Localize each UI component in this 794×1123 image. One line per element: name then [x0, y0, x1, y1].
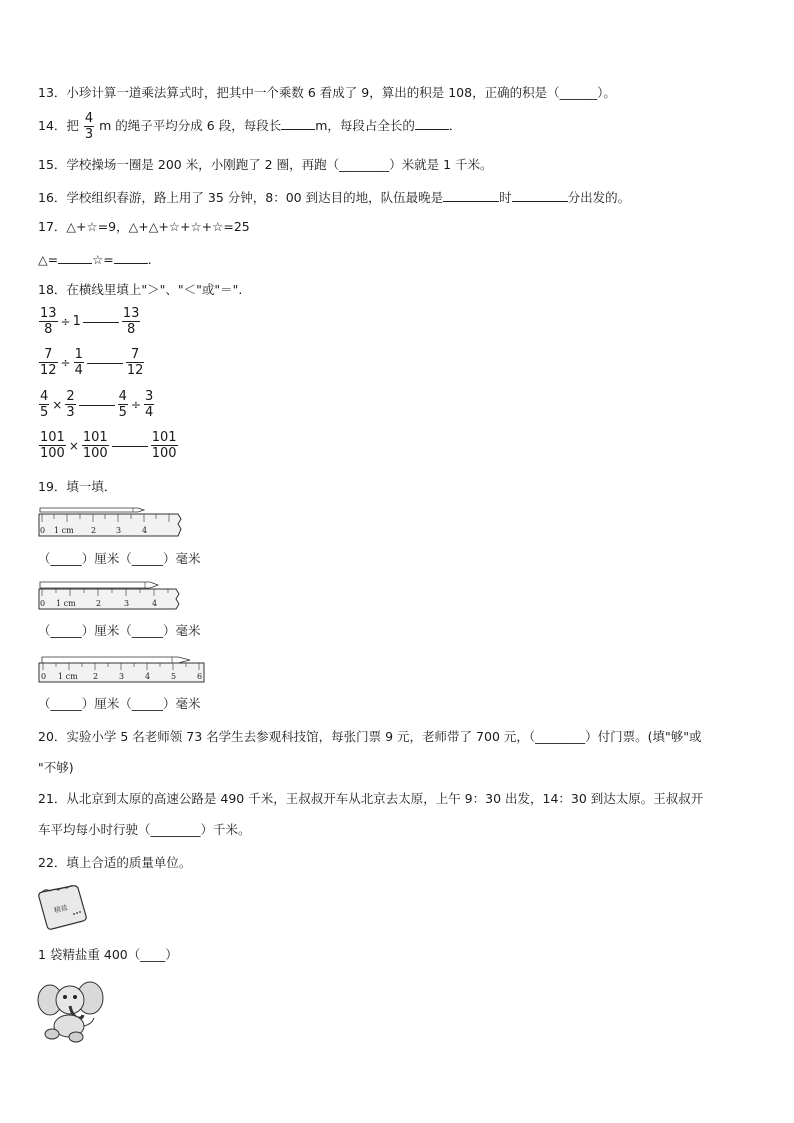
answer-blank[interactable]: ______ — [559, 85, 598, 100]
question-19-title: 19．填一填． — [38, 479, 117, 494]
question-16: 16．学校组织春游，路上用了 35 分钟，8：00 到达目的地，队伍最晚是 时 分出发的。 — [38, 190, 631, 205]
fraction: $\frac{101}{100}$ — [151, 430, 177, 461]
svg-text:精盐: 精盐 — [53, 903, 69, 915]
answer-blank[interactable]: ________ — [339, 157, 390, 172]
svg-text:1 cm: 1 cm — [58, 672, 78, 681]
question-21-cont: 车平均每小时行驶（________）千米。 — [38, 822, 251, 837]
question-14: 14．把 $\frac{4}{3}$ m 的绳子平均分成 6 段，每段长 m，每段占全长的 ． — [38, 111, 462, 142]
question-17-answers: △= ☆= . — [38, 252, 152, 267]
svg-text:4: 4 — [145, 672, 151, 681]
compare-blank[interactable] — [112, 445, 148, 447]
compare-blank[interactable] — [83, 321, 119, 323]
ruler-answer-1[interactable]: （_____）厘米（_____）毫米 — [38, 551, 201, 566]
fraction: $\frac{13}{8}$ — [122, 306, 140, 337]
question-22-title: 22．填上合适的质量单位。 — [38, 855, 192, 870]
fraction: $\frac{7}{12}$ — [126, 347, 144, 378]
svg-text:1 cm: 1 cm — [56, 599, 76, 608]
ruler-answer-2[interactable]: （_____）厘米（_____）毫米 — [38, 623, 201, 638]
question-13: 13．小珍计算一道乘法算式时，把其中一个乘数 6 看成了 9，算出的积是 108，正确的积是（______）。 — [38, 85, 616, 100]
svg-text:4: 4 — [142, 526, 148, 535]
answer-blank[interactable] — [443, 188, 499, 202]
svg-text:1 cm: 1 cm — [54, 526, 74, 535]
fraction: $\frac{7}{12}$ — [40, 347, 57, 378]
fraction: $\frac{1}{4}$ — [74, 347, 83, 378]
fraction: $\frac{4}{5}$ — [40, 389, 49, 420]
fraction: $\frac{2}{3}$ — [66, 389, 75, 420]
answer-blank[interactable] — [512, 188, 568, 202]
fraction: $\frac{4}{5}$ — [118, 389, 127, 420]
svg-text:3: 3 — [124, 599, 130, 608]
ruler-answer-3[interactable]: （_____）厘米（_____）毫米 — [38, 696, 201, 711]
svg-text:2: 2 — [93, 672, 99, 681]
answer-blank[interactable] — [415, 116, 449, 130]
ruler-pencil-figure-3 — [38, 651, 208, 685]
fraction: $\frac{13}{8}$ — [40, 306, 57, 337]
svg-text:4: 4 — [152, 599, 158, 608]
compare-row-1: $\frac{13}{8}$ ÷ 1 $\frac{13}{8}$ — [40, 306, 140, 337]
fraction: $\frac{101}{100}$ — [82, 430, 108, 461]
svg-text:0: 0 — [41, 672, 47, 681]
fraction: $\frac{101}{100}$ — [40, 430, 65, 461]
salt-bag-image — [36, 884, 88, 932]
compare-row-3: $\frac{4}{5}$ × $\frac{2}{3}$ $\frac{4}{5}$ ÷ $\frac{3}{4}$ — [40, 389, 154, 420]
answer-blank[interactable] — [281, 116, 315, 130]
question-22-salt: 1 袋精盐重 400（____） — [38, 947, 178, 962]
svg-text:3: 3 — [119, 672, 125, 681]
svg-text:5: 5 — [171, 672, 177, 681]
question-18-title: 18．在横线里填上"＞"、"＜"或"＝". — [38, 282, 243, 297]
ruler-pencil-figure-2 — [38, 578, 183, 612]
compare-row-4: $\frac{101}{100}$ × $\frac{101}{100}$ $\frac{101}{100}$ — [40, 430, 177, 461]
compare-row-2: $\frac{7}{12}$ ÷ $\frac{1}{4}$ $\frac{7}{12}$ — [40, 347, 144, 378]
answer-blank[interactable] — [114, 250, 148, 264]
question-17: 17．△+☆=9，△+△+☆+☆+☆=25 — [38, 219, 250, 234]
svg-text:0: 0 — [40, 599, 46, 608]
question-15: 15．学校操场一圈是 200 米，小刚跑了 2 圈，再跑（________）米就是 1 千米。 — [38, 157, 493, 172]
elephant-image — [36, 978, 108, 1044]
svg-text:2: 2 — [96, 599, 102, 608]
question-20: 20．实验小学 5 名老师领 73 名学生去参观科技馆，每张门票 9 元，老师带了 700 元，（________）付门票。(填"够"或 — [38, 729, 702, 744]
svg-text:2: 2 — [91, 526, 97, 535]
svg-text:6: 6 — [197, 672, 203, 681]
compare-blank[interactable] — [87, 362, 123, 364]
fraction: $\frac{3}{4}$ — [144, 389, 154, 420]
ruler-pencil-figure-1 — [38, 505, 183, 541]
compare-blank[interactable] — [79, 404, 115, 406]
question-20-cont: "不够) — [38, 760, 74, 775]
question-21: 21．从北京到太原的高速公路是 490 千米，王叔叔开车从北京去太原，上午 9：30 出发，14：30 到达太原。王叔叔开 — [38, 791, 704, 806]
svg-text:0: 0 — [40, 526, 46, 535]
fraction: $\frac{4}{3}$ — [84, 111, 94, 142]
answer-blank[interactable] — [58, 250, 92, 264]
svg-text:3: 3 — [116, 526, 122, 535]
